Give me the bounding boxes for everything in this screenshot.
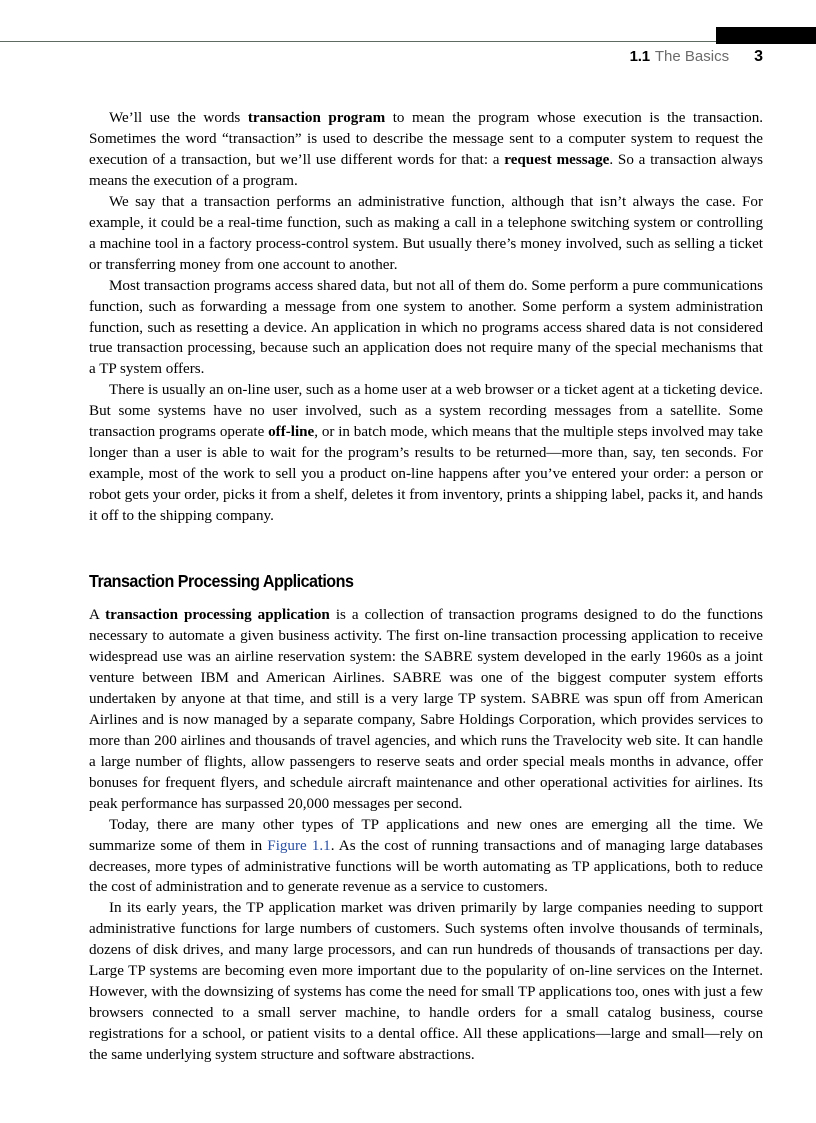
paragraph <box>89 108 763 192</box>
text-run: A <box>89 607 106 624</box>
section-heading-wrap <box>89 571 763 592</box>
paragraph <box>89 815 763 899</box>
page-header <box>0 0 816 86</box>
text-run: is a collection of transaction programs designed to do the functions necessary to automate a given business activity. The first on-line transaction processing application to receive widespread use was an airline reservation system: the SABRE system developed in the early 1960s as a joint venture between IBM and American Airlines. SABRE was one of the biggest computer system efforts undertaken by anyone at that time, and still is a very large TP system. SABRE was spun off from American Airlines and is now managed by a separate company, Sabre Holdings Corporation, which provides services to more than 200 airlines and thousands of travel agencies, and which runs the Travelocity web site. It can handle a large number of flights, allow passengers to reserve seats and order special meals months in advance, offer bonuses for frequent flyers, and schedule aircraft maintenance and other operational activities for airlines. Its peak performance has surpassed 20,000 messages per second. <box>89 607 763 812</box>
paragraph-group-applications <box>89 605 763 1066</box>
bold-term: request message <box>504 151 610 168</box>
running-head <box>0 48 763 66</box>
text-run: to mean the program whose execution is the transaction. Sometimes the word “transaction” is used to describe the message sent to a computer system to request the execution of a transaction, but we’ll use different words for that: a <box>89 110 764 168</box>
paragraph <box>89 192 763 276</box>
header-section-title: The Basics <box>654 48 730 65</box>
text-run: We’ll use the words <box>109 110 248 126</box>
text-run: Today, there are many other types of TP applications and new ones are emerging all the time. We summarize some of them in <box>89 816 763 854</box>
figure-reference-link[interactable]: Figure 1.1 <box>267 837 331 854</box>
text-run: Most transaction programs access shared data, but not all of them do. Some perform a pure communications function, such as forwarding a message from one system to another. Some perform a system administration function, such as resetting a device. An application in which no programs access shared data is not considered true transaction processing, because such an application does not require many of the special mechanisms that a TP system offers. <box>89 277 763 378</box>
bold-term: transaction program <box>247 110 386 126</box>
paragraph <box>89 276 763 381</box>
text-run: , or in batch mode, which means that the multiple steps involved may take longer than a user is able to wait for the program’s results to be returned—more than, say, ten seconds. For example, most of the work to sell you a product on-line happens after you’ve entered your order: a person or robot gets your order, picks it from a shelf, deletes it from inventory, prints a shipping label, packs it, and hands it off to the shipping company. <box>89 424 763 525</box>
text-run: . So a transaction always means the execution of a program. <box>89 151 764 189</box>
text-run: In its early years, the TP application market was driven primarily by large companies needing to support administrative functions for large numbers of customers. Such systems often involve thousands of terminals, dozens of disk drives, and many large processors, and can run hundreds of thousands of transactions per day. Large TP systems are becoming even more important due to the popularity of on-line services on the Internet. However, with the downsizing of systems has come the need for small TP applications too, ones with just a few browsers connected to a small server machine, to handle orders for a small catalog business, course registrations for a school, or patient visits to a dental office. All these applications—large and small—rely on the same underlying system structure and software abstractions. <box>89 900 763 1064</box>
header-section-number: 1.1 <box>629 48 650 65</box>
paragraph <box>89 380 763 527</box>
paragraph-group-intro <box>89 108 763 527</box>
paragraph <box>89 605 763 815</box>
bold-term: transaction processing application <box>105 607 330 624</box>
text-run: . As the cost of running transactions and of managing large databases decreases, more types of administrative functions will be worth automating as TP applications, both to reduce the cost of administration and to generate revenue as a service to customers. <box>89 837 763 896</box>
text-run: We say that a transaction performs an administrative function, although that isn’t always the case. For example, it could be a real-time function, such as making a call in a telephone switching system or controlling a machine tool in a factory process-control system. But usually there’s money involved, such as selling a ticket or transferring money from one account to another. <box>89 193 763 273</box>
text-column <box>89 108 763 1066</box>
bold-term: off-line <box>268 424 315 441</box>
header-rule <box>0 41 760 42</box>
section-heading: Transaction Processing Applications <box>89 571 354 592</box>
text-run: There is usually an on-line user, such as a home user at a web browser or a ticket agent at a ticketing device. But some systems have no user involved, such as a system recording messages from a satellite. Some transaction programs operate <box>89 382 763 441</box>
paragraph <box>89 898 763 1066</box>
header-black-block <box>716 27 816 44</box>
page-number: 3 <box>754 48 763 65</box>
